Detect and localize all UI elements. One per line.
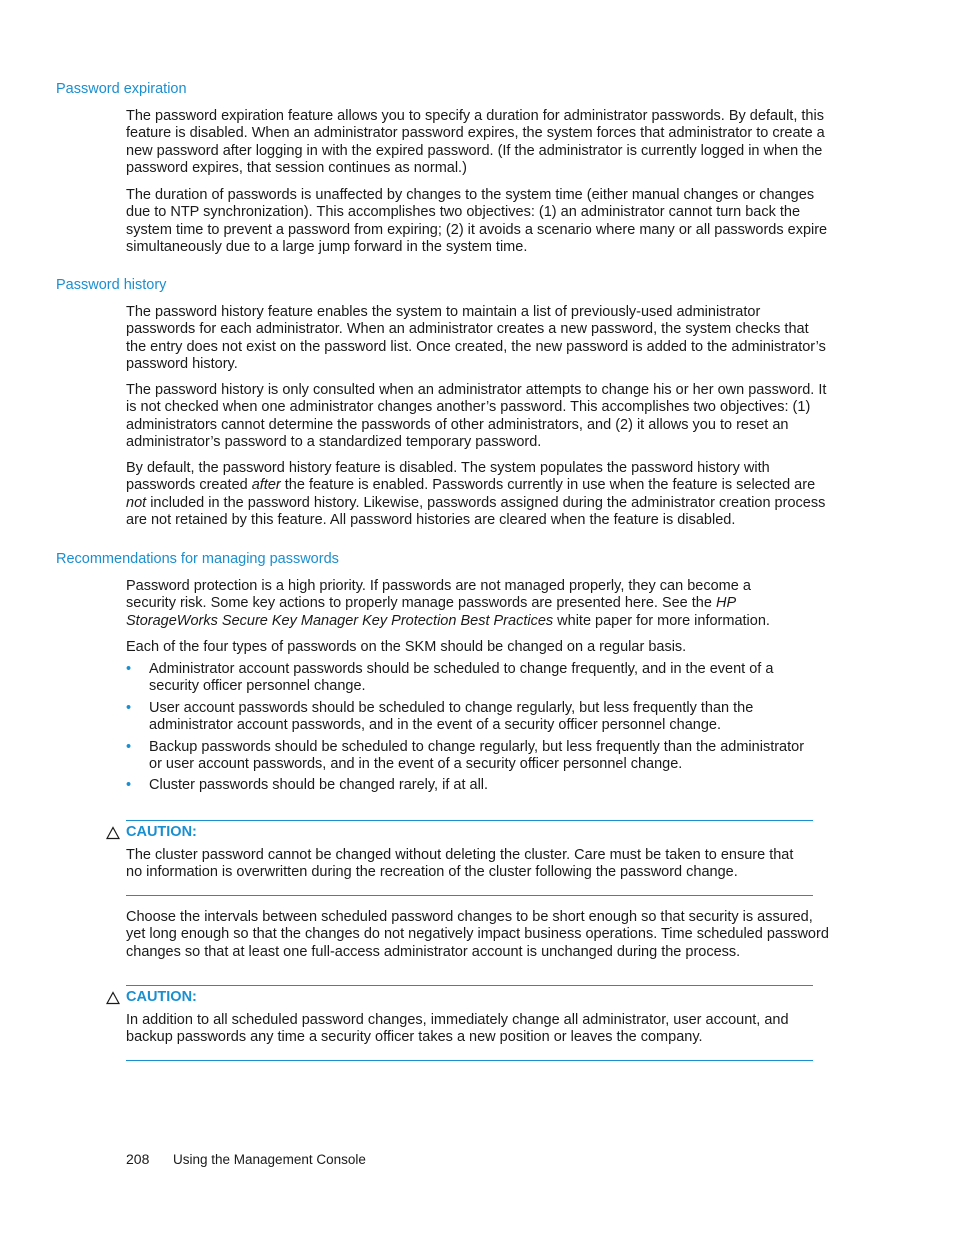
heading-password-expiration: Password expiration xyxy=(56,81,187,97)
list-item-text: User account passwords should be scheduled to change regularly, but less frequently than the administrator account passwords, and in the event of a security officer personnel change. xyxy=(149,699,754,734)
caution-label-1 xyxy=(106,824,197,841)
paragraph-history-1: The password history feature enables the system to maintain a list of previously-used administrator passwords for each administrator. When an administrator creates a new password, the system checks that the entry does not exist on the password list. Once created, the new password is added to the administrator’s password history. xyxy=(126,304,826,373)
history-3-text-c: included in the password history. Likewise, passwords assigned during the administrator creation process are not retained by this feature. All password histories are cleared when the feature is disabled. xyxy=(126,494,826,529)
list-item xyxy=(126,777,816,794)
caution-label-text: CAUTION: xyxy=(126,824,197,840)
page-number: 208 xyxy=(126,1151,150,1167)
paragraph-recommendations-3: Choose the intervals between scheduled password changes to be short enough so that security is assured, yet long enough so that the changes do not negatively impact business operations. Time scheduled password changes so that at least one full-access administrator account is unchanged during the process. xyxy=(126,909,829,960)
paragraph-history-3 xyxy=(126,460,834,530)
list-item xyxy=(126,661,816,696)
bullet-icon: • xyxy=(126,738,132,755)
warning-triangle-icon xyxy=(106,826,120,840)
caution-label-text: CAUTION: xyxy=(126,989,197,1005)
caution-bottom-rule xyxy=(126,895,813,896)
list-item-text: Cluster passwords should be changed rarely, if at all. xyxy=(149,777,489,794)
heading-password-history: Password history xyxy=(56,277,167,293)
paragraph-expiration-1: The password expiration feature allows you to specify a duration for administrator passwords. By default, this feature is disabled. When an administrator password expires, the system forces that administrator to create a new password after logging in with the expired password. (If the administrator is currently logged in when the password expires, that session continues as normal.) xyxy=(126,108,825,177)
caution-text-1: The cluster password cannot be changed without deleting the cluster. Care must be taken to ensure that no information is overwritten during the recreation of the cluster following the password change. xyxy=(126,847,794,881)
heading-recommendations: Recommendations for managing passwords xyxy=(56,551,339,567)
caution-top-rule xyxy=(126,820,813,821)
list-item xyxy=(126,739,816,774)
history-3-text-a: By default, the password history feature is disabled. The system populates the password history with passwords created xyxy=(126,460,770,494)
emphasis-not: not xyxy=(126,494,147,511)
history-3-text-b: the feature is enabled. Passwords currently in use when the feature is selected are xyxy=(280,477,816,494)
bullet-icon: • xyxy=(126,777,132,794)
caution-text-2: In addition to all scheduled password changes, immediately change all administrator, user account, and backup passwords any time a security officer takes a new position or leaves the company. xyxy=(126,1012,789,1046)
footer-chapter-title: Using the Management Console xyxy=(173,1152,366,1167)
paragraph-history-2: The password history is only consulted when an administrator attempts to change his or her own password. It is not checked when one administrator changes another’s password. This accomplishes two objectives: (1) administrators cannot determine the passwords of other administrators, and (2) it allows you to reset an administrator’s password to a standardized temporary password. xyxy=(126,382,827,451)
paragraph-recommendations-2: Each of the four types of passwords on the SKM should be changed on a regular basis. xyxy=(126,639,687,655)
bullet-list xyxy=(126,661,816,799)
emphasis-white-paper-title: HP StorageWorks Secure Key Manager Key Protection Best Practices xyxy=(126,595,736,629)
recommendations-1-text-b: white paper for more information. xyxy=(553,612,770,629)
caution-bottom-rule xyxy=(126,1060,813,1061)
list-item xyxy=(126,700,816,735)
caution-label-2 xyxy=(106,989,197,1006)
bullet-icon: • xyxy=(126,661,132,677)
list-item-text: Backup passwords should be scheduled to change regularly, but less frequently than the administrator or user account passwords, and in the event of a security officer personnel change. xyxy=(149,738,805,773)
paragraph-recommendations-1 xyxy=(126,578,796,630)
warning-triangle-icon xyxy=(106,991,120,1005)
caution-top-rule xyxy=(126,985,813,986)
list-item-text: Administrator account passwords should be scheduled to change frequently, and in the event of a security officer personnel change. xyxy=(149,661,774,695)
bullet-icon: • xyxy=(126,699,132,716)
emphasis-after: after xyxy=(251,477,281,494)
paragraph-expiration-2: The duration of passwords is unaffected by changes to the system time (either manual changes or changes due to NTP synchronization). This accomplishes two objectives: (1) an administrator cannot turn back the system time to prevent a password from expiring; (2) it avoids a scenario where many or all passwords expire simultaneously due to a large jump forward in the system time. xyxy=(126,187,828,256)
recommendations-1-text-a: Password protection is a high priority. If passwords are not managed properly, they can become a security risk. Some key actions to properly manage passwords are presented here. See the xyxy=(126,578,751,612)
